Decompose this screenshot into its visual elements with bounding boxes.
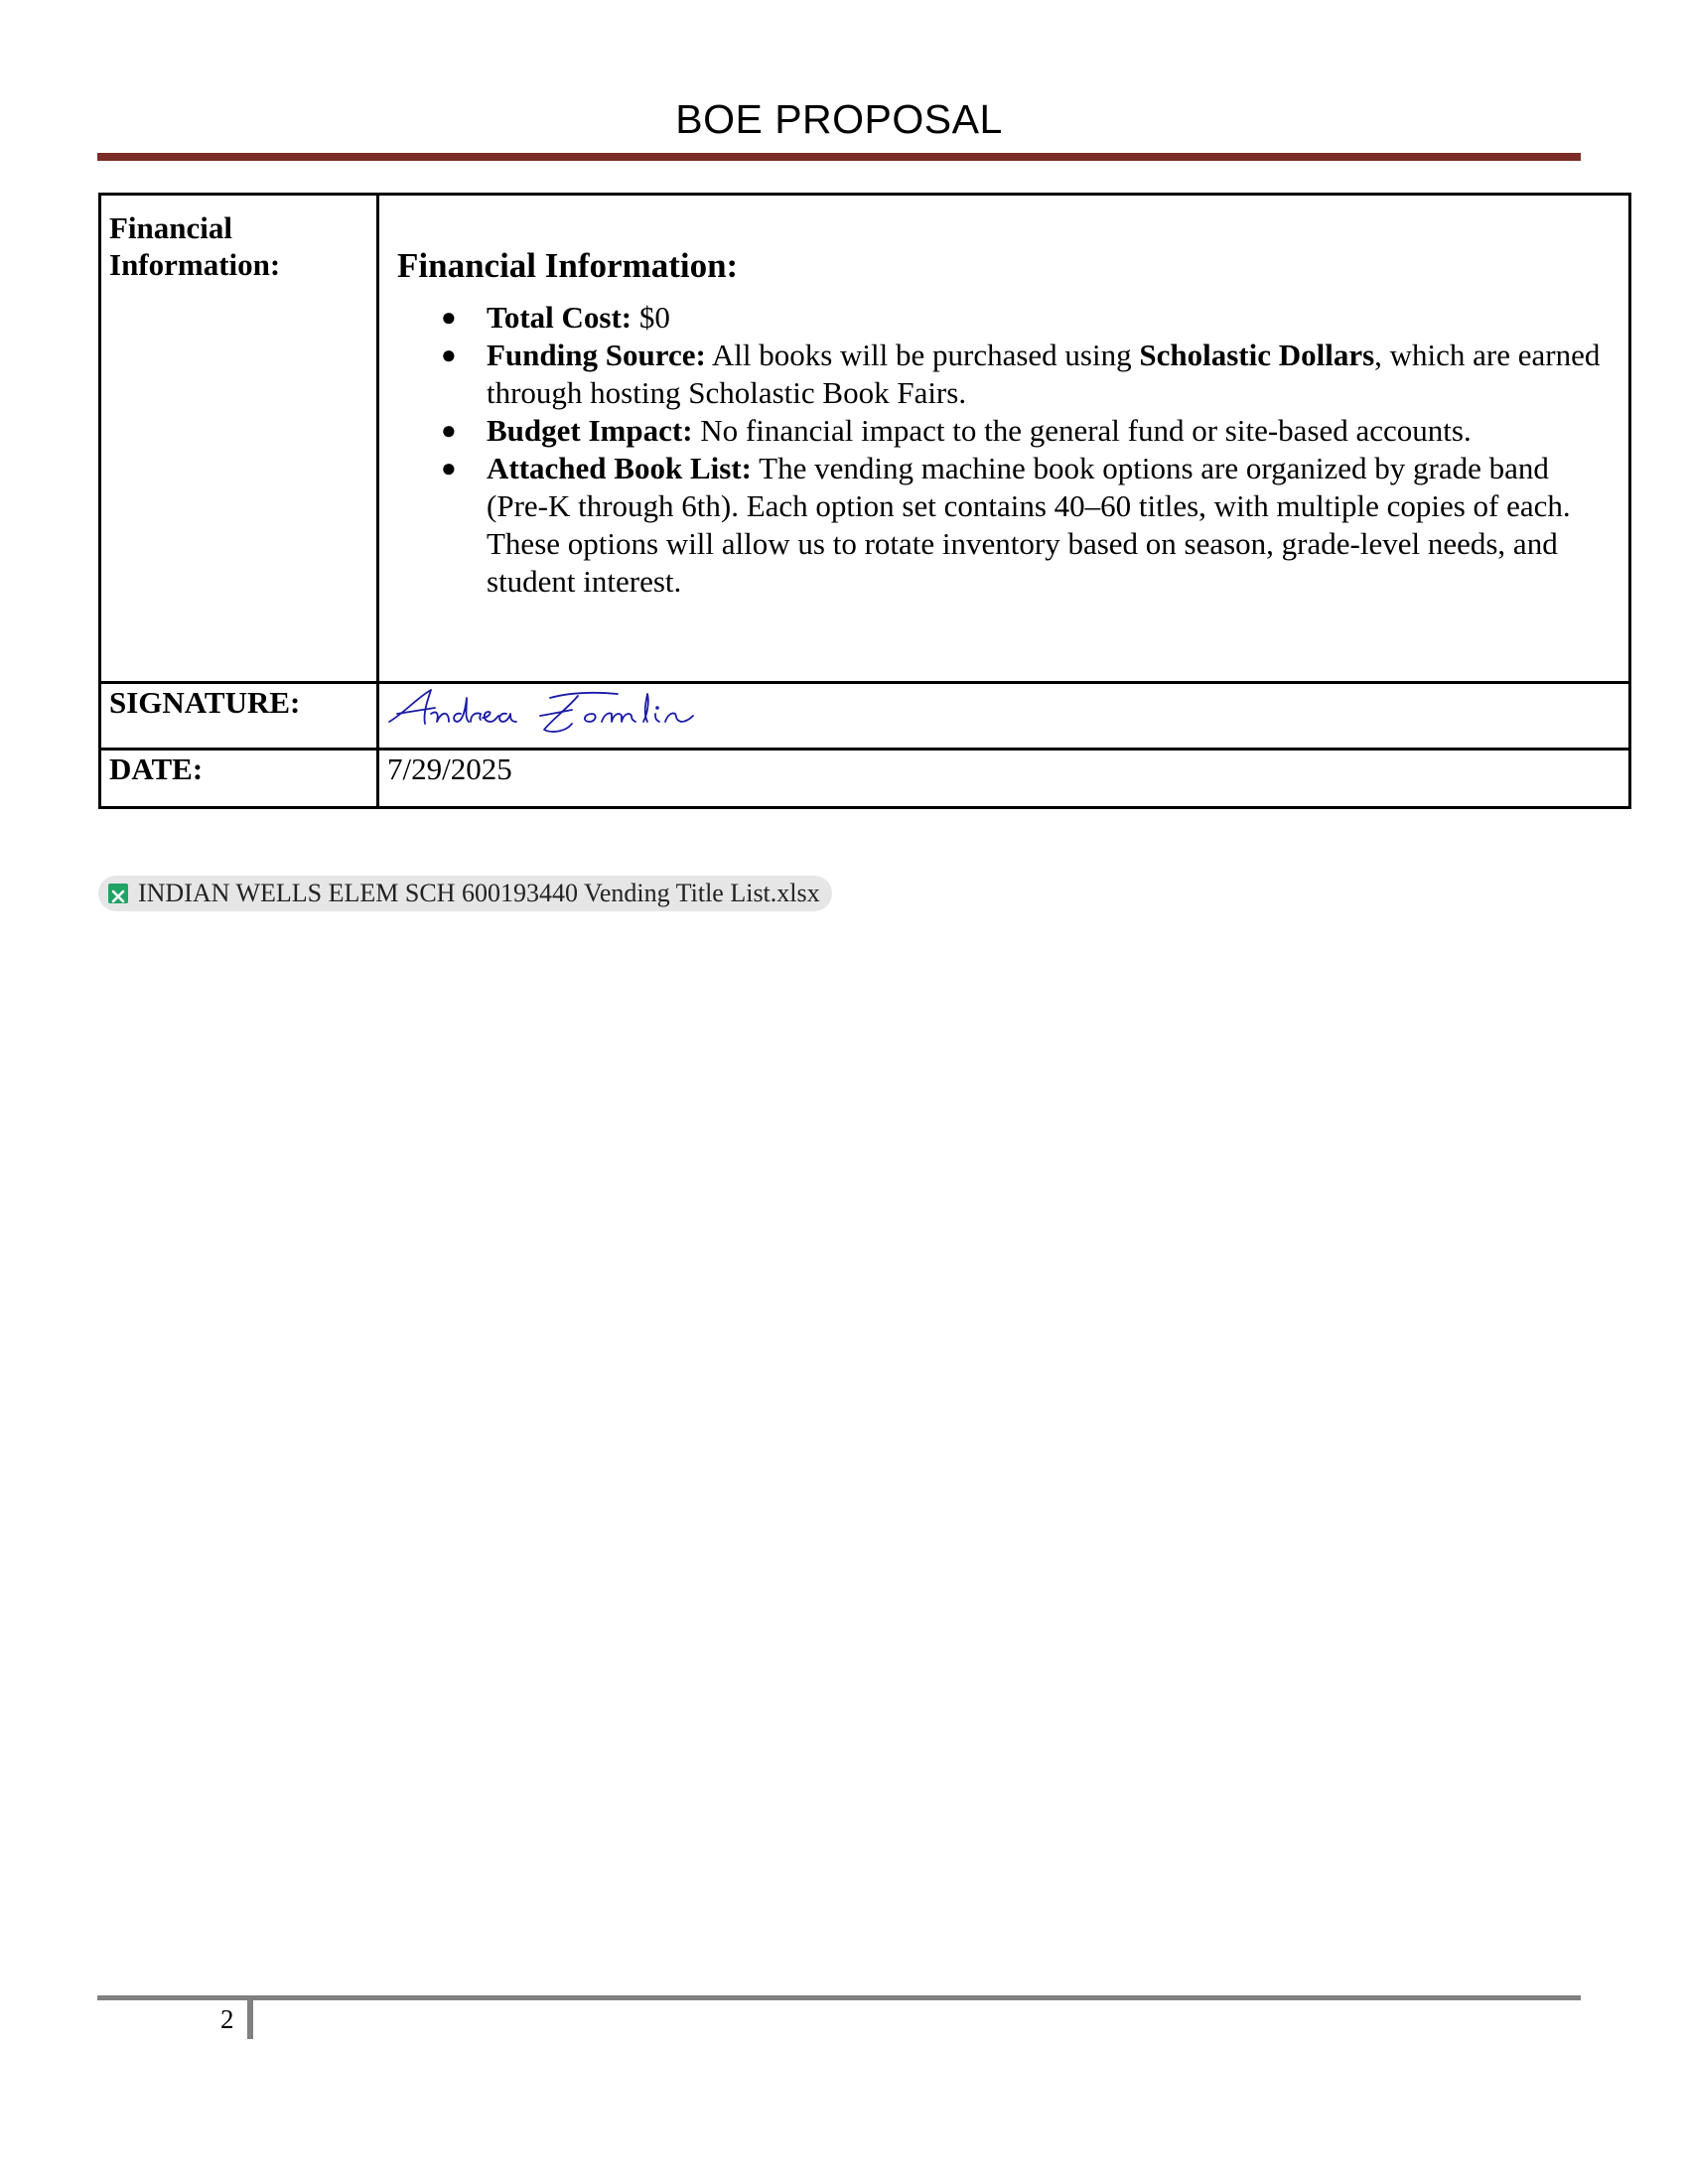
signature-label-cell (100, 683, 378, 750)
bullet-icon: ● (441, 416, 457, 445)
financial-label-cell (100, 195, 378, 683)
financial-row (100, 195, 1630, 683)
date-label-cell (100, 750, 378, 808)
financial-content-cell (378, 195, 1630, 683)
header-divider (97, 153, 1581, 161)
financial-heading: Financial Information: (397, 246, 739, 285)
item-term: Budget Impact: (487, 413, 693, 448)
financial-list (379, 299, 1628, 601)
item-text: All books will be purchased using (705, 338, 1140, 372)
date-cell (378, 750, 1630, 808)
footer-divider (97, 1995, 1581, 2000)
bullet-icon: ● (441, 454, 457, 482)
date-value: 7/29/2025 (387, 751, 512, 786)
signature-label: SIGNATURE: (109, 685, 301, 720)
list-item (441, 337, 1615, 412)
bullet-icon: ● (441, 341, 457, 369)
date-row (100, 750, 1630, 808)
item-text: $0 (632, 300, 670, 335)
item-text-continued: , which are earned through hosting Scholastic Book Fairs. (487, 338, 1601, 410)
footer-page-tick (247, 1995, 253, 2039)
page-header-title: BOE PROPOSAL (675, 96, 1003, 142)
financial-label: Financial Information: (109, 210, 281, 282)
item-term: Funding Source: (487, 338, 706, 372)
item-term: Total Cost: (487, 300, 633, 335)
page-number: 2 (220, 2004, 234, 2034)
item-emphasis: Scholastic Dollars (1139, 338, 1375, 372)
item-text: The vending machine book options are organized by grade band (Pre-K through 6th). Each option set contains 40–60 titles, with multiple copies of each. These options will allow us to rotate inventory based on season, grade-level needs, and student interest. (487, 451, 1571, 599)
item-term: Attached Book List: (487, 451, 752, 485)
handwritten-signature (383, 684, 721, 740)
attachment-filename: INDIAN WELLS ELEM SCH 600193440 Vending Title List.xlsx (138, 879, 820, 907)
attachment-chip[interactable] (98, 876, 832, 911)
bullet-icon: ● (441, 303, 457, 332)
excel-x-glyph (108, 887, 128, 906)
list-item (441, 450, 1615, 601)
list-item (441, 412, 1615, 450)
item-text: No financial impact to the general fund or site-based accounts. (692, 413, 1472, 448)
signature-row (100, 683, 1630, 750)
signature-image (379, 684, 1628, 740)
date-label: DATE: (109, 751, 204, 786)
proposal-form-table (98, 193, 1631, 809)
signature-cell (378, 683, 1630, 750)
excel-file-icon (108, 884, 128, 903)
list-item (441, 299, 1615, 337)
